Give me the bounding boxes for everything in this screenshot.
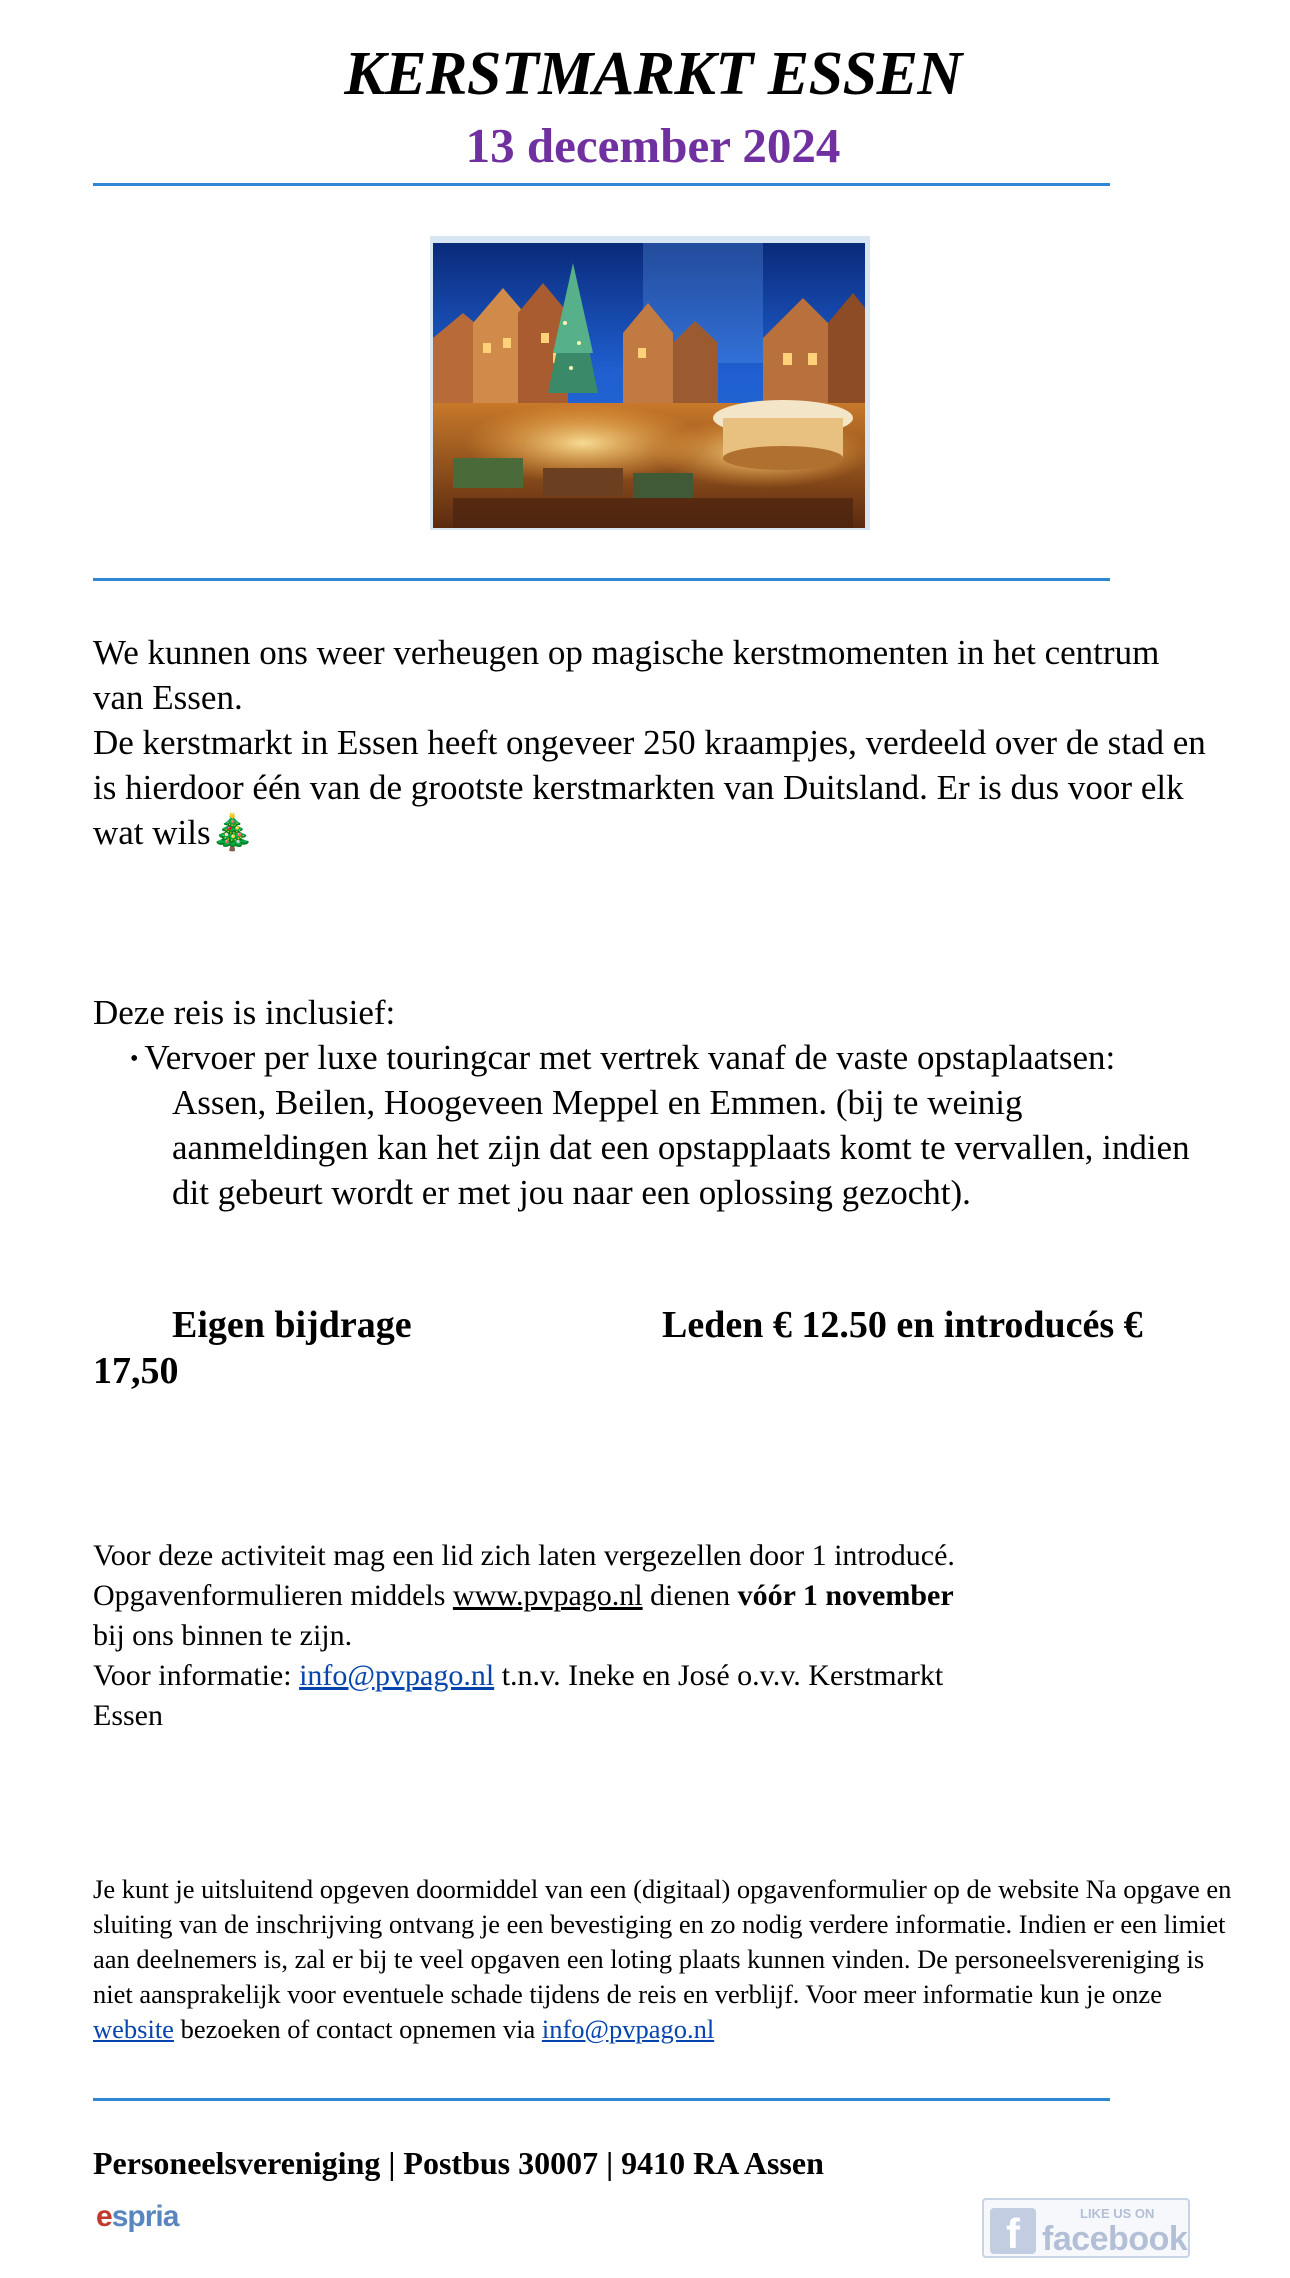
bullet-dot: •: [130, 1046, 145, 1072]
facebook-like-text: LIKE US ON: [1080, 2206, 1155, 2221]
disclaimer-email-link[interactable]: info@pvpago.nl: [541, 2014, 715, 2044]
website-link[interactable]: www.pvpago.nl: [452, 1579, 643, 1612]
price-members: Leden € 12.50 en introducés €: [662, 1304, 1143, 1346]
disclaimer-text: Je kunt je uitsluitend opgeven doormiddel van een (digitaal) opgavenformulier op de website Na opgave en sluiting van de inschrijving ontvang je een bevestiging en zo nodig verdere informatie. Indien er een limiet aan deelnemers is, zal er bij te veel opgaven een loting plaats kunnen vinden. De personeelsvereniging is niet aansprakelijk voor eventuele schade tijdens de reis en verblijf. Voor meer informatie kun je onze: [93, 1874, 1232, 2009]
info-line-1: Voor deze activiteit mag een lid zich laten vergezellen door 1 introducé.: [93, 1539, 955, 1572]
bullet-continuation: Assen, Beilen, Hoogeveen Meppel en Emmen. (bij te weinig aanmeldingen kan het zijn dat een opstapplaats komt te vervallen, indien dit gebeurt wordt er met jou naar een oplossing gezocht).: [172, 1083, 1190, 1212]
divider-top: [93, 183, 1110, 186]
form-mid: dienen: [642, 1579, 738, 1612]
intro-line-2: [93, 720, 1213, 855]
info-form-line: [93, 1576, 973, 1656]
espria-logo-rest: spria: [111, 2200, 179, 2233]
espria-logo-e: e: [96, 2200, 112, 2233]
contact-prefix: Voor informatie:: [93, 1659, 300, 1692]
espria-logo: [96, 2200, 178, 2234]
intro-line-1: We kunnen ons weer verheugen op magische kerstmomenten in het centrum van Essen.: [93, 633, 1160, 717]
disclaimer-website-link[interactable]: website: [93, 2014, 174, 2044]
price-label: Eigen bijdrage: [172, 1304, 412, 1346]
contact-email-link[interactable]: info@pvpago.nl: [299, 1659, 495, 1692]
event-date: 13 december 2024: [465, 118, 841, 173]
contact-suffix: t.n.v. Ineke en José o.v.v. Kerstmarkt Essen: [93, 1659, 944, 1732]
facebook-like-button[interactable]: [982, 2198, 1190, 2258]
inclusive-heading: Deze reis is inclusief:: [93, 993, 396, 1032]
christmas-market-photo: [433, 243, 865, 528]
form-suffix: bij ons binnen te zijn.: [93, 1619, 353, 1652]
intro-paragraph: [93, 630, 1213, 855]
divider-middle: [93, 578, 1110, 581]
christmas-tree-emoji: 🎄: [210, 813, 255, 852]
divider-bottom: [93, 2098, 1110, 2101]
price-guests: 17,50: [93, 1350, 179, 1392]
bullet-first-line: Vervoer per luxe touringcar met vertrek vanaf de vaste opstaplaatsen:: [144, 1038, 1116, 1077]
form-prefix: Opgavenformulieren middels: [93, 1579, 453, 1612]
page-title: KERSTMARKT ESSEN: [344, 40, 962, 108]
facebook-icon: f: [990, 2208, 1036, 2254]
disclaimer: [93, 1872, 1233, 2047]
inclusive-bullet: [130, 1035, 1115, 1082]
deadline: vóór 1 november: [737, 1579, 954, 1612]
info-block: [93, 1536, 973, 1736]
disclaimer-text-2: bezoeken of contact opnemen via: [173, 2014, 542, 2044]
info-contact-line: [93, 1656, 973, 1736]
facebook-wordmark: facebook: [1042, 2220, 1188, 2258]
footer-address: Personeelsvereniging | Postbus 30007 | 9410 RA Assen: [93, 2145, 824, 2181]
intro-line-2-text: De kerstmarkt in Essen heeft ongeveer 250 kraampjes, verdeeld over de stad en is hierdoor één van de grootste kerstmarkten van Duitsland. Er is dus voor elk wat wils: [93, 723, 1206, 852]
